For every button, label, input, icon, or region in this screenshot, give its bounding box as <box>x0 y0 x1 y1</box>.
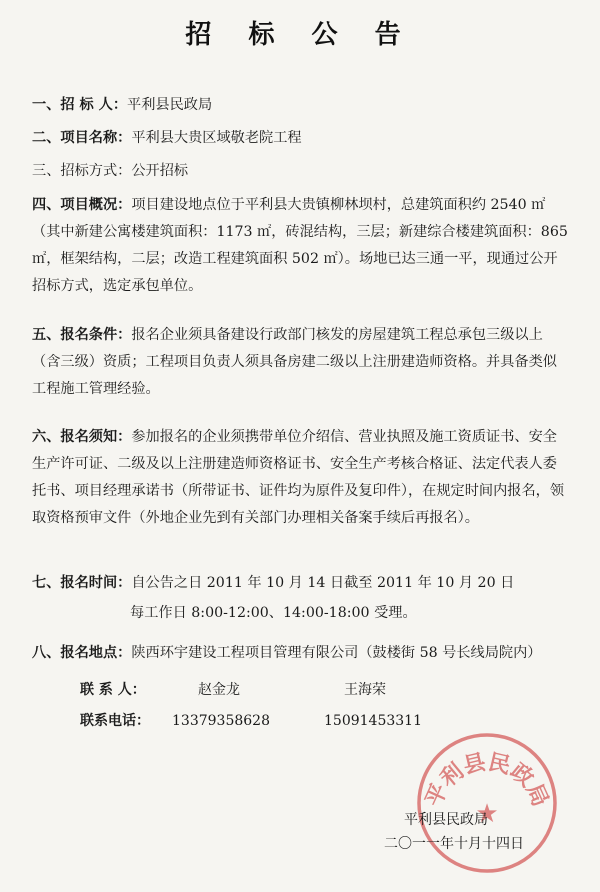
section-text: 平利县大贵区域敬老院工程 <box>131 130 302 146</box>
contact-person-2: 王海荣 <box>344 682 386 698</box>
section-label: 三、招标方式： <box>32 163 132 179</box>
section-text: 参加报名的企业须携带单位介绍信、营业执照及施工资质证书、安全生产许可证、二级及以上注册建造师资格证书、安全生产考核合格证、法定代表人委托书、项目经理承诺书（所带证书、证件均为原件及复印件），在规定时间内报名，领取资格预审文件（外地企业先到有关部门办理相关备案手续后再报名）。 <box>32 429 565 526</box>
section-text: 平利县民政局 <box>127 97 213 113</box>
section-text: 公开招标 <box>131 163 189 179</box>
section-label: 六、报名须知： <box>32 429 132 445</box>
section-registration-place <box>32 640 570 667</box>
section-project-name <box>32 125 570 152</box>
section-text: 报名企业须具备建设行政部门核发的房屋建筑工程总承包三级以上（含三级）资质；工程项目负责人须具备房建二级以上注册建造师资格。并具备类似工程施工管理经验。 <box>32 327 557 397</box>
section-label: 八、报名地点： <box>32 645 132 661</box>
section-label: 一、招 标 人： <box>32 97 128 113</box>
section-text: 项目建设地点位于平利县大贵镇柳林坝村，总建筑面积约 2540 ㎡（其中新建公寓楼建筑面积：1173 ㎡，砖混结构，三层；新建综合楼建筑面积：865 ㎡，框架结构，二层；改造工程建筑面积 502 ㎡）。场地已达三通一平，现通过公开招标方式，选定承包单位。 <box>32 197 568 294</box>
issue-date: 二〇一一年十月十四日 <box>384 836 524 852</box>
section-label: 四、项目概况： <box>32 197 132 213</box>
section-qualifications <box>32 322 570 403</box>
contact-phone-2: 15091453311 <box>324 713 422 729</box>
section-text-line1: 自公告之日 2011 年 10 月 14 日截至 2011 年 10 月 20 日 <box>131 575 515 591</box>
section-text-line2: 每工作日 8:00-12:00、14:00-18:00 受理。 <box>130 605 417 621</box>
section-tenderer <box>32 92 570 119</box>
page-title: 招 标 公 告 <box>185 20 415 50</box>
contact-person-1: 赵金龙 <box>198 682 240 698</box>
section-project-overview <box>32 192 570 300</box>
section-label: 七、报名时间： <box>32 575 132 591</box>
contact-phone-label: 联系电话： <box>80 713 150 729</box>
seal-text: 平利县民政局 <box>421 749 553 811</box>
contact-phone-1: 13379358628 <box>172 713 270 729</box>
section-text: 陕西环宇建设工程项目管理有限公司（鼓楼街 58 号长线局院内） <box>131 645 542 661</box>
contact-person-label: 联 系 人： <box>80 682 146 698</box>
section-tender-method <box>32 158 570 185</box>
section-registration-time <box>32 568 570 628</box>
section-registration-notes <box>32 424 570 532</box>
issuer-name: 平利县民政局 <box>404 812 488 828</box>
section-label: 五、报名条件： <box>32 327 132 343</box>
section-label: 二、项目名称： <box>32 130 132 146</box>
seal-star-icon: ★ <box>475 799 499 829</box>
official-seal-stamp <box>412 728 562 878</box>
